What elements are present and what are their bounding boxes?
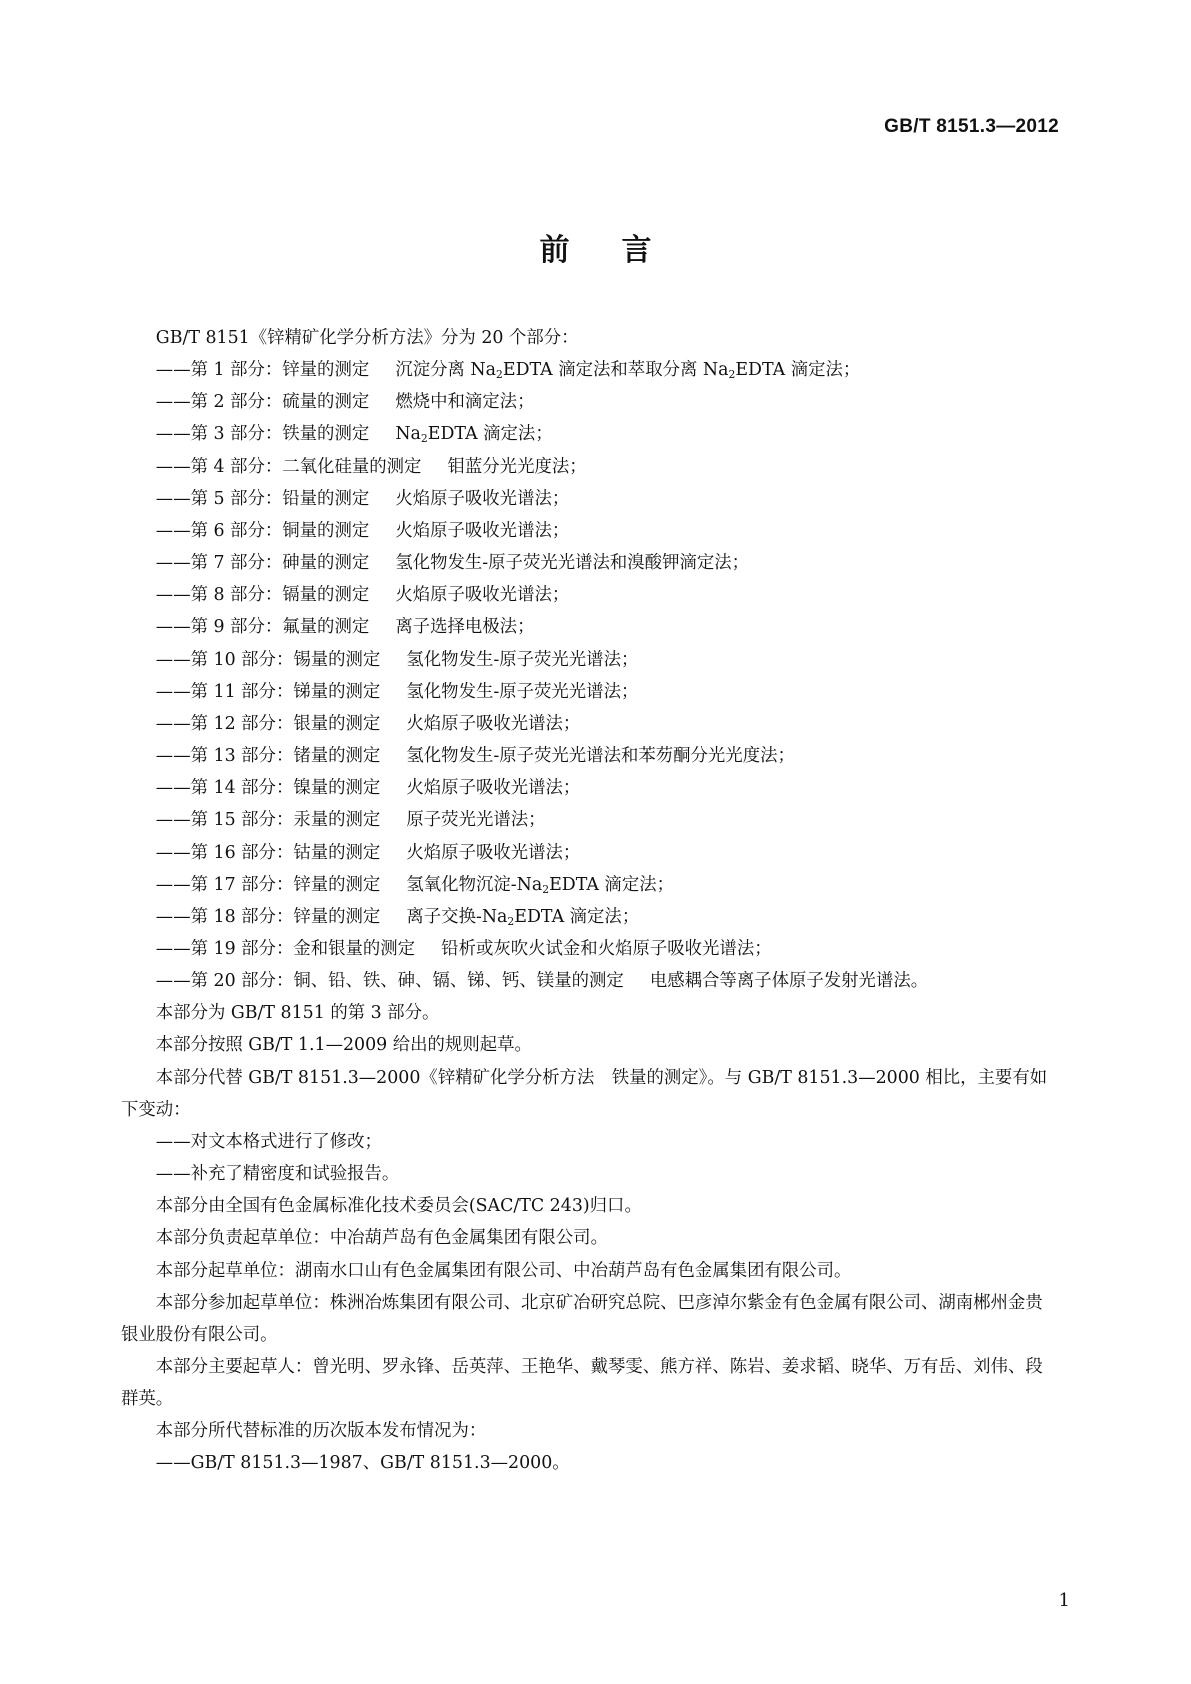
dash-mark: —— — [155, 971, 191, 992]
part-label: 第 2 部分：硫量的测定 — [190, 392, 370, 413]
label-method-gap — [380, 650, 406, 670]
subscript: 2 — [507, 914, 515, 928]
part-method: EDTA 滴定法； — [735, 360, 861, 381]
change-item — [121, 1158, 1056, 1190]
dash-mark: —— — [155, 520, 191, 541]
history-item — [121, 1447, 1056, 1479]
label-method-gap — [380, 843, 406, 863]
foreword-body — [121, 322, 1056, 1480]
part-method: 氢氧化物沉淀-Na — [406, 874, 543, 895]
dash-mark: —— — [155, 938, 191, 959]
part-item — [121, 772, 1056, 804]
label-method-gap — [380, 714, 406, 734]
subscript: 2 — [728, 368, 736, 382]
label-method-gap — [380, 778, 406, 798]
drafting-rules-paragraph: 本部分按照 GB/T 1.1—2009 给出的规则起草。 — [155, 1035, 532, 1056]
part-label: 第 10 部分：锡量的测定 — [190, 649, 381, 670]
dash-mark: —— — [155, 649, 191, 670]
responsible-unit-paragraph: 本部分负责起草单位：中冶葫芦岛有色金属集团有限公司。 — [155, 1228, 608, 1249]
part-label: 第 7 部分：砷量的测定 — [190, 553, 370, 574]
part-method: 氢化物发生-原子荧光光谱法和溴酸钾滴定法； — [395, 553, 750, 574]
part-item — [121, 418, 1056, 450]
part-method: EDTA 滴定法和萃取分离 Na — [502, 360, 729, 381]
dash-mark: —— — [155, 360, 191, 381]
subscript: 2 — [496, 368, 503, 382]
part-of-paragraph: 本部分为 GB/T 8151 的第 3 部分。 — [155, 1003, 440, 1024]
label-method-gap — [380, 810, 406, 830]
part-label: 第 14 部分：镍量的测定 — [190, 778, 381, 799]
page-title: 前言 — [539, 233, 704, 268]
part-label: 第 1 部分：锌量的测定 — [190, 360, 370, 381]
part-item — [121, 547, 1056, 579]
part-label: 第 8 部分：镉量的测定 — [190, 585, 370, 606]
part-item — [121, 644, 1056, 676]
part-label: 第 9 部分：氟量的测定 — [190, 617, 370, 638]
part-method: Na — [395, 424, 421, 445]
part-method: 火焰原子吸收光谱法； — [395, 488, 570, 509]
dash-mark: —— — [155, 617, 191, 638]
dash-mark: —— — [155, 553, 191, 574]
label-method-gap — [369, 553, 395, 573]
page-number: 1 — [1058, 1590, 1070, 1611]
dash-mark: —— — [155, 681, 191, 702]
label-method-gap — [380, 875, 406, 895]
part-method: EDTA 滴定法； — [427, 424, 553, 445]
part-label: 第 20 部分：铜、铅、铁、砷、镉、锑、钙、镁量的测定 — [190, 971, 624, 992]
change-item — [121, 1126, 1056, 1158]
dash-mark: —— — [155, 424, 191, 445]
part-item — [121, 901, 1056, 933]
part-item — [121, 515, 1056, 547]
change-text: 对文本格式进行了修改； — [190, 1131, 382, 1152]
part-item — [121, 354, 1056, 386]
part-label: 第 16 部分：钴量的测定 — [190, 842, 381, 863]
part-label: 第 19 部分：金和银量的测定 — [190, 938, 416, 959]
part-method: 沉淀分离 Na — [395, 360, 497, 381]
part-method: 火焰原子吸收光谱法； — [406, 778, 581, 799]
part-item — [121, 483, 1056, 515]
part-label: 第 17 部分：锌量的测定 — [190, 874, 381, 895]
part-item — [121, 740, 1056, 772]
dash-mark: —— — [155, 906, 191, 927]
part-method: 火焰原子吸收光谱法； — [395, 520, 570, 541]
part-item — [121, 869, 1056, 901]
history-intro-paragraph: 本部分所代替标准的历次版本发布情况为： — [155, 1421, 487, 1442]
part-item — [121, 676, 1056, 708]
dash-mark: —— — [155, 1164, 191, 1185]
subscript: 2 — [420, 432, 428, 446]
part-method: 离子交换-Na — [406, 906, 508, 927]
replaces-paragraph: 本部分代替 GB/T 8151.3—2000《锌精矿化学分析方法 铁量的测定》。与 GB/T 8151.3—2000 相比，主要有如下变动： — [121, 1067, 1048, 1120]
part-label: 第 5 部分：铅量的测定 — [190, 488, 370, 509]
part-item — [121, 837, 1056, 869]
part-method: 离子选择电极法； — [395, 617, 535, 638]
part-item — [121, 579, 1056, 611]
part-item — [121, 611, 1056, 643]
label-method-gap — [369, 617, 395, 637]
label-method-gap — [369, 392, 395, 412]
dash-mark: —— — [155, 778, 191, 799]
part-label: 第 15 部分：汞量的测定 — [190, 810, 381, 831]
label-method-gap — [421, 457, 447, 477]
part-method: 原子荧光光谱法； — [406, 810, 546, 831]
drafters-paragraph: 本部分主要起草人：曾光明、罗永锋、岳英萍、王艳华、戴琴雯、熊方祥、陈岩、姜求韬、晓华、万有岳、刘伟、段群英。 — [121, 1357, 1043, 1410]
part-method: 钼蓝分光光度法； — [447, 456, 587, 477]
dash-mark: —— — [155, 874, 191, 895]
proposed-by-paragraph: 本部分由全国有色金属标准化技术委员会(SAC/TC 243)归口。 — [155, 1196, 642, 1217]
part-label: 第 6 部分：铜量的测定 — [190, 520, 370, 541]
part-item — [121, 708, 1056, 740]
part-method: 氢化物发生-原子荧光光谱法； — [406, 649, 639, 670]
change-text: 补充了精密度和试验报告。 — [190, 1164, 400, 1185]
standard-code: GB/T 8151.3—2012 — [884, 116, 1059, 137]
parts-list — [121, 354, 1056, 997]
part-method: 火焰原子吸收光谱法； — [395, 585, 570, 606]
part-method: 火焰原子吸收光谱法； — [406, 713, 581, 734]
dash-mark: —— — [155, 810, 191, 831]
part-item — [121, 804, 1056, 836]
dash-mark: —— — [155, 1453, 191, 1474]
part-method: 氢化物发生-原子荧光光谱法； — [406, 681, 639, 702]
label-method-gap — [380, 682, 406, 702]
subscript: 2 — [542, 882, 550, 896]
dash-mark: —— — [155, 1131, 191, 1152]
part-item — [121, 451, 1056, 483]
label-method-gap — [369, 489, 395, 509]
participating-units-paragraph: 本部分参加起草单位：株洲冶炼集团有限公司、北京矿冶研究总院、巴彦淖尔紫金有色金属有限公司、湖南郴州金贵银业股份有限公司。 — [121, 1292, 1043, 1345]
dash-mark: —— — [155, 746, 191, 767]
part-label: 第 4 部分：二氧化硅量的测定 — [190, 456, 422, 477]
label-method-gap — [415, 939, 441, 959]
part-method: 火焰原子吸收光谱法； — [406, 842, 581, 863]
part-method: 铅析或灰吹火试金和火焰原子吸收光谱法； — [441, 938, 772, 959]
label-method-gap — [380, 746, 406, 766]
part-label: 第 12 部分：银量的测定 — [190, 713, 381, 734]
dash-mark: —— — [155, 713, 191, 734]
part-method: 氢化物发生-原子荧光光谱法和苯芴酮分光光度法； — [406, 746, 795, 767]
drafting-units-paragraph: 本部分起草单位：湖南水口山有色金属集团有限公司、中冶葫芦岛有色金属集团有限公司。 — [155, 1260, 852, 1281]
dash-mark: —— — [155, 842, 191, 863]
part-method: EDTA 滴定法； — [514, 906, 640, 927]
label-method-gap — [624, 971, 650, 991]
history-text: GB/T 8151.3—1987、GB/T 8151.3—2000。 — [190, 1453, 570, 1474]
label-method-gap — [369, 424, 395, 444]
part-method: EDTA 滴定法； — [549, 874, 674, 895]
label-method-gap — [380, 907, 406, 927]
part-item — [121, 933, 1056, 965]
label-method-gap — [369, 521, 395, 541]
part-label: 第 18 部分：锌量的测定 — [190, 906, 381, 927]
part-item — [121, 386, 1056, 418]
label-method-gap — [369, 360, 395, 380]
part-method: 燃烧中和滴定法； — [395, 392, 535, 413]
part-label: 第 3 部分：铁量的测定 — [190, 424, 370, 445]
part-item — [121, 965, 1056, 997]
part-label: 第 13 部分：锗量的测定 — [190, 746, 381, 767]
label-method-gap — [369, 585, 395, 605]
dash-mark: —— — [155, 488, 191, 509]
part-label: 第 11 部分：锑量的测定 — [190, 681, 381, 702]
part-method: 电感耦合等离子体原子发射光谱法。 — [649, 971, 929, 992]
dash-mark: —— — [155, 585, 191, 606]
intro-paragraph: GB/T 8151《锌精矿化学分析方法》分为 20 个部分： — [155, 328, 579, 348]
dash-mark: —— — [155, 392, 191, 413]
dash-mark: —— — [155, 456, 191, 477]
